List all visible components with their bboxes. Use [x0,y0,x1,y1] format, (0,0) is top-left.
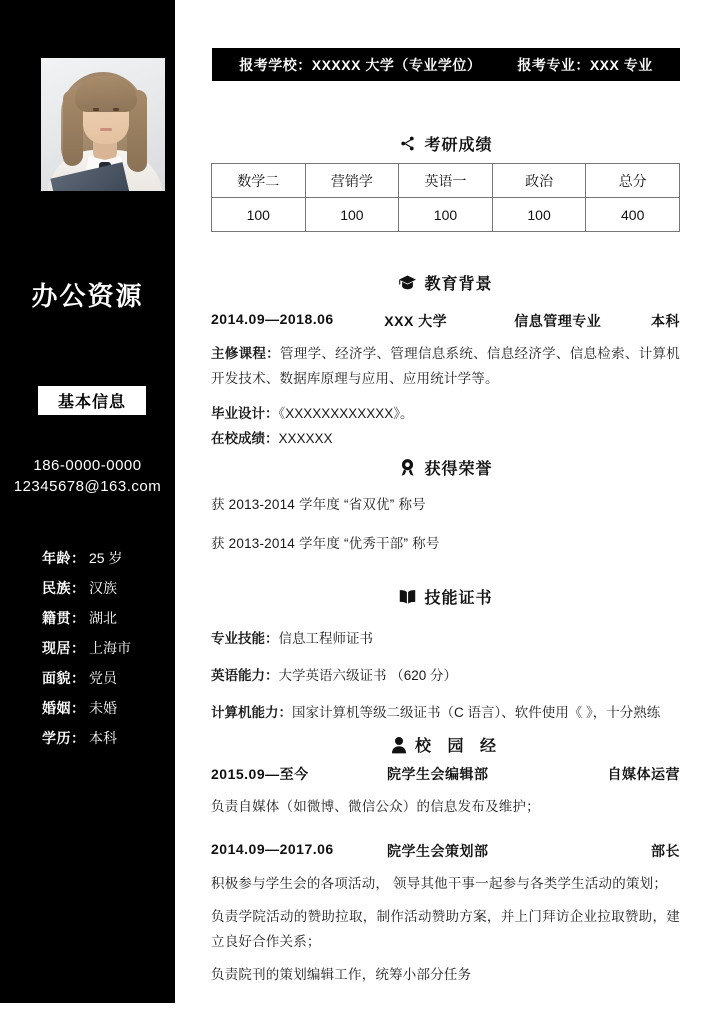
education-courses [211,341,680,391]
score-value-cell: 100 [492,198,586,232]
honor-item: 获 2013-2014 学年度 “省双优” 称号 [211,497,426,512]
info-key: 民族 [42,580,71,596]
section-title-education [211,271,680,294]
table-row-headers [212,164,680,198]
education-thesis [211,401,680,426]
education-date: 2014.09—2018.06 [211,311,334,327]
photo-mouth [100,128,112,131]
campus-entry-head [211,764,680,784]
info-key: 年龄 [42,550,71,566]
campus-date: 2014.09—2017.06 [211,841,334,857]
info-value: 本科 [89,730,117,746]
info-row-marital-status [42,693,175,723]
target-school: 报考学校：XXXXX 大学（专业学位） [239,56,482,73]
section-title-text: 校 园 经 [415,738,502,755]
info-key: 现居 [42,640,71,656]
campus-bullet: 负责自媒体（如微博、微信公众）的信息发布及维护； [211,799,540,814]
info-row-political-status [42,663,175,693]
personal-info-list [42,543,175,753]
score-header-cell: 数学二 [212,164,306,198]
profile-photo [41,58,165,191]
photo-eye-right [113,108,119,111]
graduation-cap-icon [398,273,417,292]
table-row-values [212,198,680,232]
skill-label: 专业技能： [211,631,279,646]
info-key: 籍贯 [42,610,71,626]
main-column [175,0,720,1017]
info-row-ethnicity [42,573,175,603]
campus-bullet: 积极参与学生会的各项活动， 领导其他干事一起参与各类学生活动的策划； [211,876,668,891]
info-value: 25 岁 [89,550,123,566]
education-major: 信息管理专业 [514,313,602,329]
score-table [211,163,680,232]
section-title-skills [211,585,680,608]
campus-entry [211,764,680,819]
education-degree: 本科 [651,313,680,329]
score-value-cell: 100 [399,198,493,232]
info-value: 上海市 [89,640,131,656]
info-value: 汉族 [89,580,117,596]
education-school: XXX 大学 [384,313,448,329]
skill-item [211,700,680,725]
education-grade-label: 在校成绩： [211,431,279,446]
award-ribbon-icon [398,458,417,477]
education-thesis-text: 《XXXXXXXXXXXX》。 [278,406,414,421]
education-courses-label: 主修课程： [211,346,280,361]
info-row-age [42,543,175,573]
section-title-honors [211,452,680,483]
section-title-text: 考研成绩 [424,137,493,154]
campus-date: 2015.09—至今 [211,766,309,782]
info-row-hometown [42,603,175,633]
skill-label: 英语能力： [211,668,279,683]
contact-block [0,455,175,497]
info-row-residence [42,633,175,663]
info-key: 面貌 [42,670,71,686]
phone-number: 186-0000-0000 [33,457,142,474]
info-sep: ： [71,700,85,716]
education-grade [211,426,680,451]
campus-entry [211,841,680,987]
skill-text: 大学英语六级证书 （620 分） [278,668,458,683]
score-header-cell: 总分 [586,164,680,198]
photo-eye-left [93,108,99,111]
education-thesis-label: 毕业设计： [211,406,279,421]
section-title-text: 教育背景 [424,276,493,293]
honor-item: 获 2013-2014 学年度 “优秀干部” 称号 [211,536,440,551]
share-nodes-icon [398,134,417,153]
campus-org: 院学生会编辑部 [387,766,489,782]
photo-hair-front [75,76,137,112]
skill-item [211,626,680,651]
info-row-education [42,723,175,753]
sidebar [0,0,175,1017]
info-sep: ： [71,640,85,656]
application-target-bar [212,48,680,81]
skill-text: 信息工程师证书 [278,631,373,646]
candidate-name: 办公资源 [31,281,144,311]
section-title-text: 技能证书 [424,590,493,607]
basic-info-badge: 基本信息 [38,386,146,415]
score-value-cell: 100 [212,198,306,232]
score-header-cell: 英语一 [399,164,493,198]
info-sep: ： [71,550,85,566]
info-sep: ： [71,670,85,686]
section-title-text: 获得荣誉 [424,461,493,478]
info-value: 湖北 [89,610,117,626]
person-icon [389,735,408,754]
email-address: 12345678@163.com [13,478,162,495]
campus-entry-head [211,841,680,861]
target-major: 报考专业：XXX 专业 [517,56,653,73]
info-sep: ： [71,580,85,596]
open-book-icon [398,587,417,606]
score-header-cell: 营销学 [305,164,399,198]
skill-label: 计算机能力： [211,705,292,720]
info-value: 未婚 [89,700,117,716]
score-value-cell: 100 [305,198,399,232]
skill-text: 国家计算机等级二级证书（C 语言）、软件使用《 》，十分熟练 [292,705,661,720]
campus-bullet: 负责学院活动的赞助拉取，制作活动赞助方案，并上门拜访企业拉取赞助，建立良好合作关系； [211,909,680,949]
info-sep: ： [71,610,85,626]
skills-list [211,626,680,725]
section-title-campus [211,728,680,761]
page-bottom-mask [0,1003,720,1017]
campus-role: 部长 [651,843,680,859]
education-grade-text: XXXXXX [278,431,333,446]
campus-bullet: 负责院刊的策划编辑工作，统筹小部分任务 [211,967,472,982]
info-sep: ： [71,730,85,746]
score-header-cell: 政治 [492,164,586,198]
education-entry [211,311,680,451]
score-value-cell: 400 [586,198,680,232]
info-value: 党员 [89,670,117,686]
section-title-scores [211,132,680,155]
education-courses-text: 管理学、经济学、管理信息系统、信息经济学、信息检索、计算机开发技术、数据库原理与应用、应用统计学等。 [211,346,680,386]
education-entry-head [211,311,680,331]
honors-list [211,492,680,556]
campus-role: 自媒体运营 [607,766,680,782]
skill-item [211,663,680,688]
campus-org: 院学生会策划部 [387,843,489,859]
info-key: 婚姻 [42,700,71,716]
info-key: 学历 [42,730,71,746]
